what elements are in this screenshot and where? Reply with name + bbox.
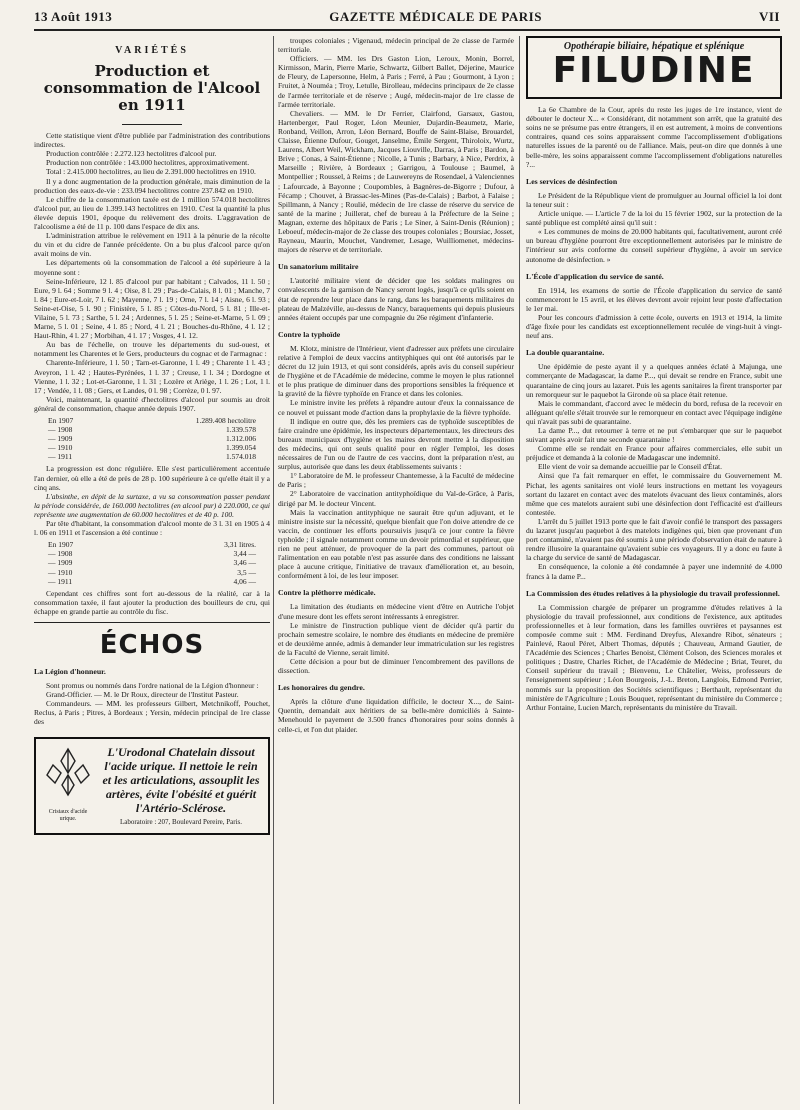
- paragraph: Elle vient de voir sa demande accueillie par le Conseil d'État.: [538, 462, 722, 472]
- paragraph: Cependant ces chiffres sont fort au-dessous de la réalité, car à la consommation taxée, il faut ajouter la production des bouilleurs de cru, qui échappe en grande partie au contrôle du fisc.: [34, 588, 270, 616]
- table-row: [34, 425, 270, 434]
- paragraph: Il y a donc augmentation de la production générale, mais diminution de la production des eaux-de-vie : 233.094 hectolitres contre 237.842 en 1910.: [34, 176, 270, 195]
- ad-brand: FILUDINE: [552, 50, 756, 92]
- paragraph: L'autorité militaire vient de décider que les soldats malingres ou convalescents de la garnison de Nancy seront logés, jusqu'à ce qu'ils soient en état de reprendre leur place dans le rang, dans les baraquements militaires du plateau de Malzéville, au-dessus de Nancy, baraquements qui depuis plusieurs années étaient occupés par une compagnie du 26e régiment d'infanterie.: [278, 276, 514, 322]
- table-row: [34, 568, 270, 577]
- table-year: — 1909: [48, 434, 73, 444]
- table-value: 3,31 litres.: [224, 540, 256, 550]
- paragraph: Seine-Inférieure, 12 l. 85 d'alcool pur par habitant ; Calvados, 11 l. 50 ; Eure, 9 l. 64 ; Somme 9 l. 4 ; Oise, 8 l. 29 ; Pas-de-Calais, 8 l. 01 ; Manche, 7 l. 84 ; Eure-et-Loir, 7 l. 62 ; Mayenne, 7 l. 19 ; Orne, 7 l. 14 ; Aisne, 6 l. 93 ; Seine-et-Oise, 5 l. 90 ; Finistère, 5 l. 85 ; Côtes-du-Nord, 5 l. 81 ; Ille-et-Vilaine, 5 l. 73 ; Sarthe, 5 l. 24 ; Ardennes, 5 l. 25 ; Seine-et-Marne, 5 l. 09 ; Marne, 5 l. 01 ; Seine, 4 l. 85 ; Nord, 4 l. 21 ; Bouches-du-Rhône, 4 l. 12 ; Haut-Rhin, 4 l. 27 ; Morbihan, 4 l. 17 ; Vosges, 4 l. 12.: [34, 276, 270, 341]
- paragraph: 1° Laboratoire de M. le professeur Chantemesse, à la Faculté de médecine de Paris ;: [278, 471, 514, 490]
- section-heading: Les honoraires du gendre.: [278, 683, 365, 693]
- column-divider: [519, 36, 520, 1104]
- table-value: 4,06 —: [233, 576, 256, 586]
- table-year: — 1910: [48, 443, 73, 453]
- paragraph: Voici, maintenant, la quantité d'hectolitres d'alcool pur soumis au droit général de consommation, chaque année depuis 1907.: [34, 394, 270, 413]
- ad-content: [100, 745, 262, 827]
- paragraph: Cette statistique vient d'être publiée par l'administration des contributions indirectes.: [34, 131, 270, 150]
- header-date: 13 Août 1913: [34, 9, 113, 24]
- divider: [122, 124, 182, 125]
- ad-slogan: L'Urodonal Chatelain dissout l'acide urique. Il nettoie le rein et les articulations, assouplit les artères, évite l'obésité et guérit l'Artério-Sclérose.: [102, 744, 260, 815]
- paragraph: « Les communes de moins de 20.000 habitants qui, facultativement, auront créé un bureau d'hygiène pourront être exceptionnellement autorisées par le ministre de l'intérieur sur avis conforme du conseil supérieur d'hygiène, à avoir un service autonome de désinfection. »: [526, 227, 782, 264]
- per-capita-table: [34, 540, 270, 585]
- table-year: — 1909: [48, 558, 73, 568]
- divider: [34, 622, 270, 623]
- table-row: [34, 558, 270, 567]
- paragraph: Commandeurs. — MM. les professeurs Gilbert, Metchnikoff, Pouchet, Reclus, à Paris ; Pitres, à Bordeaux ; Yersin, médecin principal de 1re classe des: [34, 699, 270, 727]
- table-row: [34, 577, 270, 586]
- table-row: [34, 443, 270, 452]
- paragraph: Comme elle se rendait en France pour affaires commerciales, elle subit un préjudice et demanda à la colonie de Madagascar une indemnité.: [526, 444, 782, 463]
- table-year: En 1907: [48, 540, 74, 550]
- section-title: VARIÉTÉS: [115, 45, 189, 56]
- paragraph: Production non contrôlée : 143.000 hectolitres, approximativement.: [46, 158, 250, 168]
- page-header: [34, 6, 780, 28]
- section-heading: Un sanatorium militaire: [278, 262, 359, 272]
- echos-title: ÉCHOS: [99, 629, 205, 660]
- ad-address: Laboratoire : 207, Boulevard Pereire, Paris.: [119, 817, 243, 826]
- column-3: [526, 36, 782, 1104]
- paragraph: Après la clôture d'une liquidation difficile, le docteur X..., de Saint-Quentin, demandait aux héritiers de sa belle-mère domiciliés à Sainte-Menehould le payement de 3.500 francs d'honoraires pour soins donnés à celle-ci, et l'on dut plaider.: [278, 697, 514, 734]
- section-heading: Contre la typhoïde: [278, 329, 341, 339]
- paragraph: Le Président de la République vient de promulguer au Journal officiel la loi dont la teneur suit :: [526, 190, 782, 209]
- paragraph: Une épidémie de peste ayant il y a quelques années éclaté à Majunga, une commerçante de Madagascar, la dame P..., qui devait se rendre en France, subit une quarantaine de cinq jours au lazaret. Puis les agents sanitaires la firent transporter par un remorqueur sur le paquebot la Gironde où sa place était retenue.: [526, 362, 782, 399]
- paragraph: Ainsi que l'a fait remarquer en effet, le commissaire du Gouvernement M. Pichat, les agents sanitaires ont violé leurs instructions en mettant les voyageurs sortant du lazaret en contact avec des matelots évacuant des lieux contaminés, alors même que ces matelots auraient subi une désinfection dont l'efficacité est d'ailleurs contestée.: [526, 471, 782, 517]
- column-1: [34, 36, 270, 1104]
- section-heading: La Légion d'honneur.: [34, 666, 106, 676]
- table-year: — 1908: [48, 425, 73, 435]
- section-heading: La Commission des études relatives à la physiologie du travail professionnel.: [526, 588, 780, 598]
- table-row: [34, 434, 270, 443]
- paragraph: Par tête d'habitant, la consommation d'alcool monte de 3 l. 31 en 1905 à 4 l. 06 en 1911 et l'ascension a été continue :: [34, 519, 270, 538]
- crystal-illustration: [43, 745, 93, 807]
- paragraph: Mais le commandant, d'accord avec le médecin du bord, refusa de la recevoir en alléguant qu'elle s'était trouvée sur le remorqueur en contact avec l'équipage indigène qui n'avait pas subi de quarantaine.: [526, 398, 782, 426]
- table-value: 3,46 —: [233, 558, 256, 568]
- paragraph: L'absinthe, en dépit de la surtaxe, a vu sa consommation passer pendant la période considérée, de 160.000 hectolitres (en alcool pur) à 220.000, ce qui représente une augmentation de 60.000 hectolitres et de 40 p. 100.: [34, 491, 270, 519]
- header-journal: GAZETTE MÉDICALE DE PARIS: [329, 9, 542, 24]
- paragraph: Pour les concours d'admission à cette école, ouverts en 1913 et 1914, la limite d'âge fixée pour les candidats est exceptionnellement reculée de vingt-huit à vingt-neuf ans.: [526, 312, 782, 341]
- paragraph: troupes coloniales ; Vigenaud, médecin principal de 2e classe de l'armée territoriale.: [278, 36, 514, 55]
- paragraph: Total : 2.415.000 hectolitres, au lieu de 2.391.000 hectolitres en 1910.: [46, 167, 256, 177]
- article-title: Production et consommation de l'Alcool en 1911: [43, 62, 261, 115]
- table-value: 3,44 —: [233, 549, 256, 559]
- paragraph: L'administration attribue le relèvement en 1911 à la pénurie de la récolte du vin et du cidre de l'année précédente. On a bu plus d'alcool parce qu'on avait moins de vin.: [34, 231, 270, 259]
- table-year: — 1908: [48, 549, 73, 559]
- paragraph: L'arrêt du 5 juillet 1913 porte que le fait d'avoir confié le transport des passagers du lazaret jusqu'au paquebot à des matelots indigènes qui, bien que provenant d'un port contaminé, n'avaient pas été soumis à une période d'observation était de nature à rendre illusoire la quarantaine qu'avaient subie ces voyageurs. Il y a donc eu faute à la charge du service de santé de Madagascar.: [526, 516, 782, 563]
- paragraph: La progression est donc régulière. Elle s'est particulièrement accentuée l'an dernier, où elle a été de près de 28 p. 100 supérieure à ce qu'elle était il y a cinq ans.: [34, 464, 270, 492]
- paragraph: En conséquence, la colonie a été condamnée à payer une indemnité de 4.000 francs à la dame P...: [526, 562, 782, 581]
- uric-acid-crystals-icon: [42, 745, 94, 827]
- paragraph: Les départements où la consommation de l'alcool a été supérieure à la moyenne sont :: [34, 258, 270, 277]
- table-value: 1.312.006: [226, 434, 256, 444]
- header-page-number: VII: [758, 9, 780, 24]
- section-heading: La double quarantaine.: [526, 348, 605, 358]
- paragraph: La limitation des étudiants en médecine vient d'être en Autriche l'objet d'une mesure dont les effets seront intéressants à enregistrer.: [278, 602, 514, 621]
- column-divider: [273, 36, 274, 1104]
- paragraph: 2° Laboratoire de vaccination antityphoïdique du Val-de-Grâce, à Paris, dirigé par M. le docteur Vincent.: [278, 489, 514, 508]
- table-row: [34, 549, 270, 558]
- header-rule: [34, 29, 780, 31]
- paragraph: M. Klotz, ministre de l'Intérieur, vient d'adresser aux préfets une circulaire relative à l'emploi de deux vaccins antityphiques qui ont été autorisés par le décret du 12 juin 1913, et qui sont considérés, après avis du conseil supérieur de l'hygiène et de l'Académie de médecine, comme le moyen le plus rationnel et le plus pratique de diminuer dans des proportions sensibles la fréquence et la gravité de la fièvre typhoïde en France et dans les colonies.: [278, 343, 514, 399]
- paragraph: La 6e Chambre de la Cour, après du reste les juges de 1re instance, vient de débouter le docteur X... « Considérant, dit notamment son arrêt, que la gratuité des soins ne se présume pas entre étrangers, il en est autrement, à moins de conventions contraires, quand ces soins apparaissent comme l'accomplissement d'obligations naturelles issues de la parenté ou de l'alliance. Mais, peut-on dire que donnés à une belle-mère, les soins apparaissent comme l'accomplissement d'obligations naturelles ?...: [526, 105, 782, 169]
- section-heading: Contre la pléthorre médicale.: [278, 588, 376, 598]
- table-value: 1.399.054: [226, 443, 256, 453]
- table-value: 1.339.578: [226, 425, 256, 435]
- paragraph: Chevaliers. — MM. le Dr Ferrier, Clairfond, Garsaux, Gastou, Hartenberger, Paul Roger, Léon Meunier, Dujardin-Beaumetz, Marie, Ronband, Veillon, Arron, Léon Bernard, Bouffe de Saint-Blaise, Brouardel, Claisse, Étienne Dufour, Gouget, Janselme, Émile Sergent, Thiroloix, Wurtz, Laurens, Albert Weil, Wickham, Jacques Liouville, Darras, à Paris ; Bardon, à Brive ; Conas, à Saint-Étienne ; Nicolle, à Tunis ; Barbary, à Nice, Perdrix, à Marseille ; Rivière, à Bordeaux ; Garrigou, à Toulouse ; Baumel, à Montpellier ; Roussel, à Reims ; de Lauwereyns de Rosendael, à Valenciennes ; Lafourcade, à Bayonne ; Coupombles, à Bagnères-de-Bigorre ; Dufour, à Fécamp ; Chouvet, à Brassac-les-Mines (Pas-de-Calais) ; Barbot, à Falaise ; Spillmann, à Nancy ; Roulié, médecin de 1re classe de réserve du service de santé de la marine ; Juillerat, chef de bureau à la Préfecture de la Seine ; Magnan, externe des hôpitaux de Paris ; Le Siner, à Saint-Denis (Réunion) ; Leboeuf, médecin-major de 2e classe des troupes coloniales ; Boursiac, Josset, Rayneau, Maurin, Mouchet, Vandremer, Lesage, Wuilliomenet, médecins-majors de réserve et de territoriale.: [278, 108, 514, 255]
- ad-subtitle: Opothérapie biliaire, hépatique et splénique: [563, 41, 745, 52]
- table-year: — 1910: [48, 567, 73, 577]
- table-year: — 1911: [48, 576, 73, 586]
- paragraph: Il indique en outre que, dès les premiers cas de typhoïde susceptibles de faire craindre une épidémie, les inspecteurs départementaux, les directeurs des bureaux municipaux d'hygiène et les maires devront mettre à la disposition des médecins, qui ont seuls qualité pour en régler l'emploi, les doses nécessaires de l'un ou de l'autre de ces vaccins, dont la préparation n'est, au surplus, autorisée que dans les deux établissements suivants :: [278, 416, 514, 472]
- article-body: [34, 131, 270, 413]
- paragraph: La dame P..., dut retourner à terre et ne put s'embarquer que sur le paquebot suivant après avoir fait une seconde quarantaine !: [526, 426, 782, 445]
- section-heading: Les services de désinfection: [526, 176, 618, 186]
- table-row: [34, 452, 270, 461]
- paragraph: Mais la vaccination antityphique ne saurait être qu'un adjuvant, et le ministre insiste sur la nécessité, quelque bienfait que l'on doive attendre de ce vaccin, de continuer les efforts poursuivis jusqu'à ce jour contre la fièvre typhoïde ; il signale notamment comme un devoir primordial et supérieur, que rien ne peut atténuer, de provoquer de la part des communes, partout où l'alimentation en eau potable n'est pas assurée dans des conditions ne laissant place à aucune critique, l'initiative de travaux d'amélioration et, au besoin, conformément à loi, de les leur imposer.: [278, 507, 514, 581]
- table-row: [34, 416, 270, 425]
- table-row: [34, 540, 270, 549]
- consumption-table: [34, 416, 270, 461]
- paragraph: Cette décision a pour but de diminuer l'encombrement des pavillons de dissection.: [278, 657, 514, 676]
- paragraph: Sont promus ou nommés dans l'ordre national de la Légion d'honneur :: [46, 681, 259, 691]
- paragraph: En 1914, les examens de sortie de l'École d'application du service de santé commenceront le 15 avril, et les élèves devront avoir rejoint leur poste d'affectation le 1er mai.: [526, 285, 782, 313]
- table-value: 1.574.018: [226, 452, 256, 462]
- paragraph: Production contrôlée : 2.272.123 hectolitres d'alcool pur.: [46, 149, 217, 159]
- table-value: 1.289.408 hectolitre: [195, 416, 256, 425]
- section-heading: L'École d'application du service de santé.: [526, 271, 664, 281]
- paragraph: Charente-Inférieure, 1 l. 50 ; Tarn-et-Garonne, 1 l. 49 ; Charente 1 l. 43 ; Aveyron, 1 l. 42 ; Hautes-Pyrénées, 1 l. 37 ; Creuse, 1 l. 34 ; Dordogne et Vienne, 1 l. 32 ; Lot-et-Garonne, 1 l. 31 ; Lozère et Ariège, 1 l. 26 ; Lot, 1 l. 17 ; Vendée, 1 l. 08 ; Gers, et Landes, 0 l. 98 ; Corrèze, 0 l. 97.: [34, 358, 270, 395]
- paragraph: Article unique. — L'article 7 de la loi du 15 février 1902, sur la protection de la santé publique est complété ainsi qu'il suit :: [526, 209, 782, 228]
- paragraph: Le chiffre de la consommation taxée est de 1 million 574.018 hectolitres d'alcool pur, au lieu de 1.399.143 hectolitres en 1910. C'est la quantité la plus élevée depuis 1901, époque du relèvement des droits. L'aggravation de l'alcoolisme a été de 11 p. 100 dans l'espace de dix ans.: [34, 194, 270, 232]
- urodonal-advertisement: [34, 737, 270, 835]
- filudine-advertisement: [526, 36, 782, 99]
- paragraph: Grand-Officier. — M. le Dr Roux, directeur de l'Institut Pasteur.: [46, 690, 239, 700]
- ad-caption: Cristaux d'acide urique.: [48, 808, 88, 822]
- paragraph: La Commission chargée de préparer un programme d'études relatives à la physiologie du travail professionnel, aux conditions de l'existence, aux aptitudes professionnelles et à leur formation, dans les familles ouvrières et paysannes est composée comme suit : MM. Ferdinand Dreyfus, Alexandre Ribot, sénateurs ; Painlevé, Raoul Péret, Albert Thomas, députés ; Chauveau, Armand Gautier, de l'Académie des Sciences ; Charles Benoist, Clément Colson, des Sciences morales et politiques ; Dastre, Charles Richet, de l'Académie de Médecine ; Briat, Teuret, du Conseil supérieur du travail ; Bienvenu, Le Châtelier, Weiss, professeurs de l'enseignement supérieur ; Léon Bourgeois, J.-L. Breton, Langlois, Edmond Perrier, nommés sur la proposition des Sociétés scientifiques ; Berthault, représentant du ministère de l'Agriculture ; Louis Bouquet, représentant du ministère du Commerce ; Arthur Fontaine, Lucien March, représentants du ministère du Travail.: [526, 602, 782, 712]
- table-year: — 1911: [48, 452, 73, 462]
- paragraph: Le ministre invite les préfets à répandre autour d'eux la connaissance de ce nouvel et puissant mode d'action dans la prophylaxie de la fièvre typhoïde.: [278, 398, 514, 417]
- column-2: [278, 36, 514, 1104]
- table-value: 3,5 —: [237, 567, 256, 577]
- paragraph: Officiers. — MM. les Drs Gaston Lion, Leroux, Monin, Borrel, Kirmisson, Marin, Pierre Marie, Schwartz, Gilbert Ballet, Déjerine, Maurice de Fleury, de Lapersonne, Helm, à Paris ; Ferré, à Pau ; Gourmont, à Lyon ; Fruitet, à Nouméa ; Troy, Letulle, Birolleau, médecins principaux de 2e classe de l'armée territoriale et de réserve ; Augé, médecin-major de 1re classe de l'armée territoriale.: [278, 54, 514, 109]
- table-year: En 1907: [48, 416, 74, 425]
- paragraph: Au bas de l'échelle, on trouve les départements du sud-ouest, et notamment les Charentes et le Gers, producteurs du cognac et de l'armagnac :: [34, 340, 270, 359]
- paragraph: Le ministre de l'instruction publique vient de décider qu'à partir du prochain semestre scolaire, le nombre des étudiants en médecine de première et de deuxième année, admis à demander leur immatriculation sur les registres de la Faculté de Vienne, serait limité.: [278, 620, 514, 657]
